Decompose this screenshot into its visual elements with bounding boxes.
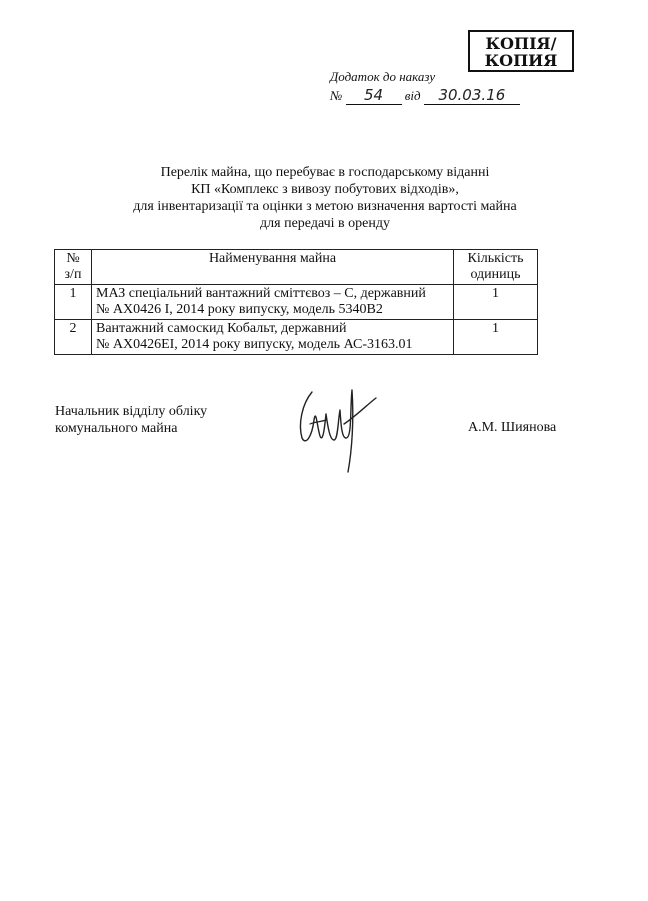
row-number: 2 [55, 320, 92, 355]
title-line-1: Перелік майна, що перебуває в господарському віданні [160, 165, 490, 180]
number-prefix: № [330, 88, 343, 103]
signatory-position: Начальник відділу обліку комунального майна [55, 404, 208, 436]
annex-number-line [330, 86, 520, 105]
header-number: № з/п [55, 250, 92, 285]
table-row [55, 320, 538, 355]
document-title [60, 164, 590, 232]
signatory-name: А.М. Шиянова [468, 420, 557, 435]
title-line-2: КП «Комплекс з вивозу побутових відходів», [191, 182, 459, 197]
handwritten-order-date: 30.03.16 [438, 86, 506, 104]
date-prefix: від [404, 88, 421, 103]
row-number: 1 [55, 285, 92, 320]
row-name: МАЗ спеціальний вантажний сміттєвоз – С, державний № АХ0426 І, 2014 року випуску, модель 5340В2 [92, 285, 454, 320]
row-name: Вантажний самоскид Кобальт, державний № АХ0426ЕІ, 2014 року випуску, модель АС-3163.01 [92, 320, 454, 355]
title-line-4: для передачі в оренду [260, 216, 390, 231]
annex-label: Додаток до наказу [330, 69, 436, 84]
handwritten-order-number: 54 [363, 86, 384, 104]
stamp-line-1: КОПІЯ/ [485, 34, 557, 53]
copy-stamp [468, 30, 574, 72]
header-name: Найменування майна [92, 250, 454, 285]
row-quantity: 1 [454, 285, 538, 320]
handwritten-signature [290, 380, 390, 480]
title-line-3: для інвентаризації та оцінки з метою визначення вартості майна [133, 199, 517, 214]
header-quantity: Кількість одиниць [454, 250, 538, 285]
stamp-line-2: КОПИЯ [484, 51, 558, 70]
row-quantity: 1 [454, 320, 538, 355]
table-row [55, 285, 538, 320]
table-header-row [55, 250, 538, 285]
property-table [54, 249, 538, 355]
